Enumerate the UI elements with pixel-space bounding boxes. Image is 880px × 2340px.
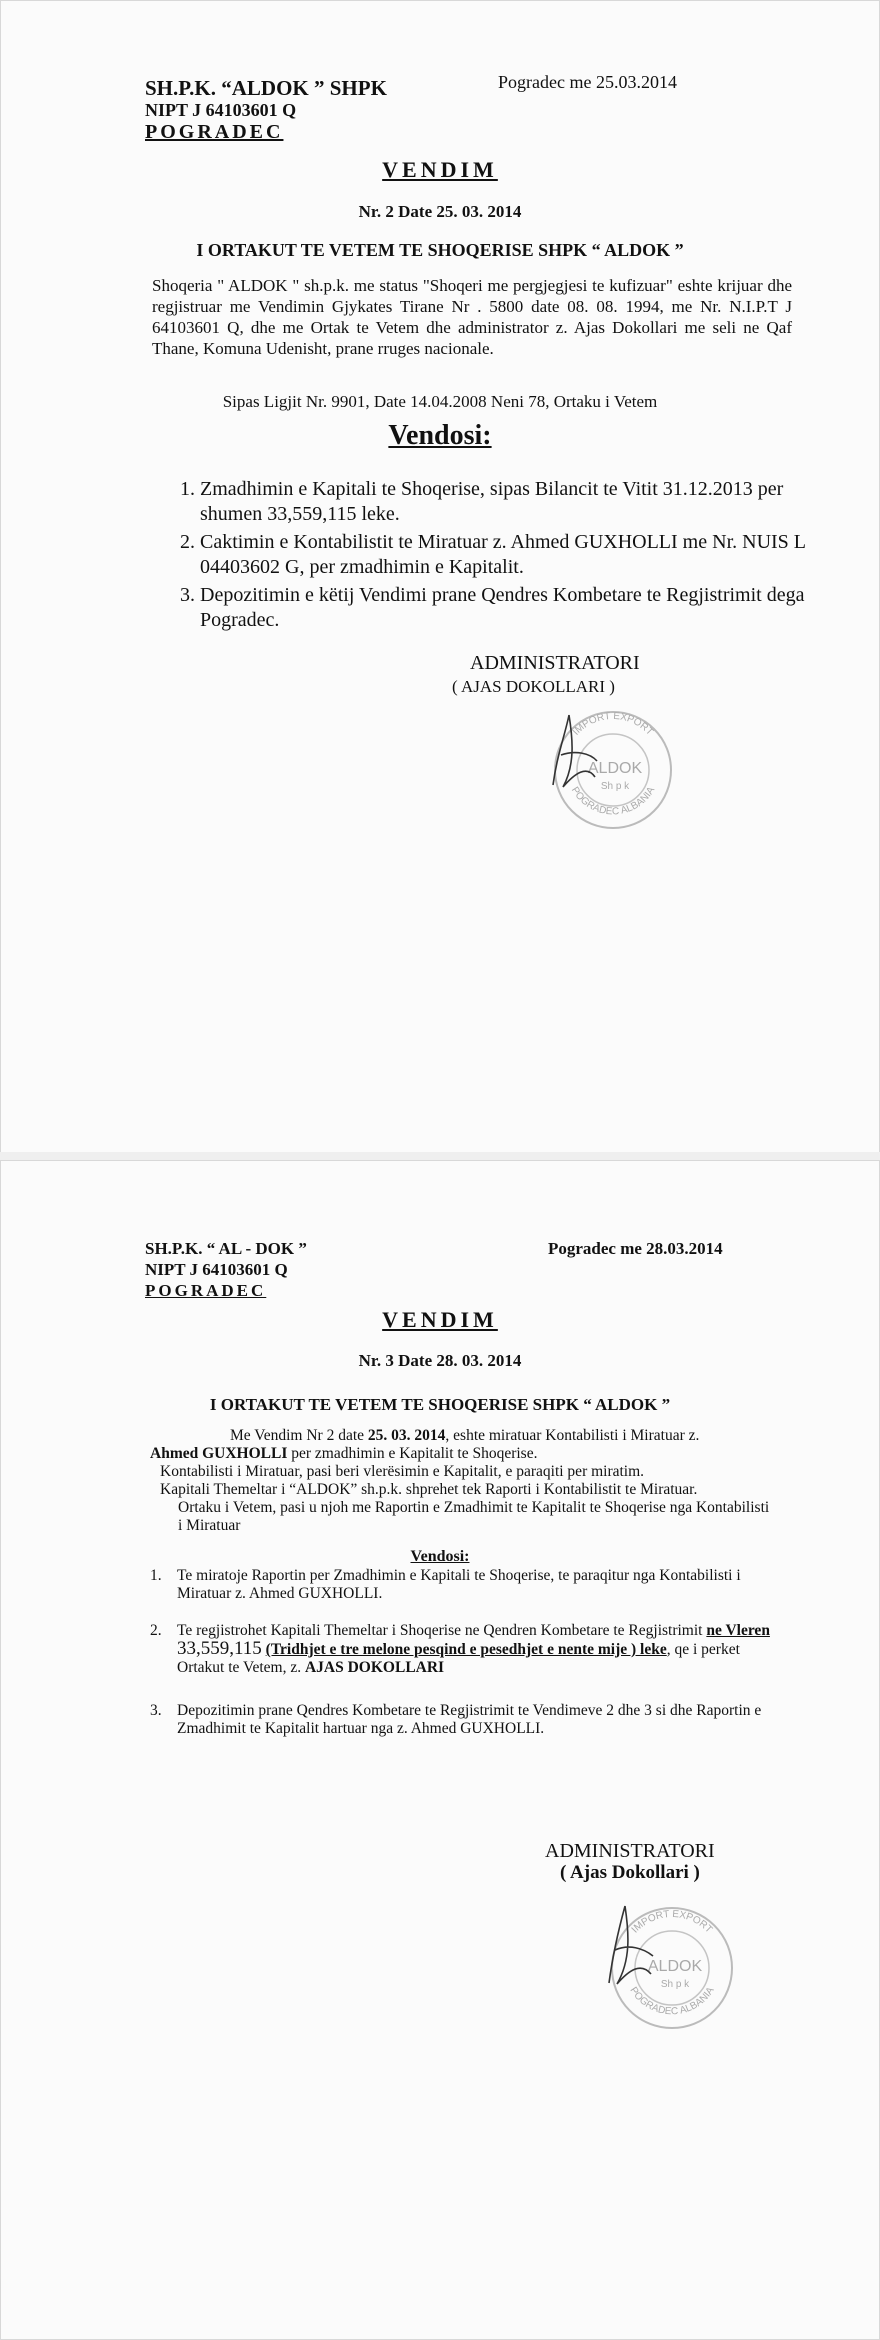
amount-in-words: (Tridhjet e tre melone pesqind e pesedhjet e nente mije ) leke [265,1641,667,1658]
administrator-title: ADMINISTRATORI [545,1840,715,1862]
company-name: SH.P.K. “ALDOK ” SHPK [145,76,387,100]
document-title: VENDIM [382,1307,498,1332]
decision-intro: Me Vendim Nr 2 date 25. 03. 2014, eshte miratuar Kontabilisti i Miratuar z. Ahmed GUXHOLLI per zmadhimin e Kapitalit te Shoqerise. Kontabilisti i Miratuar, pasi beri vlerësimin e Kapitalit, e paraqiti per miratim. Kapitali Themeltar i “ALDOK” sh.p.k. shprehet tek Raporti i Kontabilistit te Miratuar. Ortaku i Vetem, pasi u njoh me Raportin e Zmadhimit te Kapitalit te Shoqerise nga Kontabilisti i Miratuar [150,1427,770,1534]
decision-number: Nr. 2 Date 25. 03. 2014 [358,202,522,221]
decision-item: 1. Zmadhimin e Kapitali te Shoqerise, sipas Bilancit te Vitit 31.12.2013 per shumen 33,559,115 leke. [200,477,840,527]
administrator-name: ( Ajas Dokollari ) [560,1862,700,1883]
document-date: Pogradec me 25.03.2014 [498,72,677,92]
decision-subtitle: I ORTAKUT TE VETEM TE SHOQERISE SHPK “ ALDOK ” [196,240,684,260]
decision-item: 3. Depozitimin e këtij Vendimi prane Qendres Kombetare te Regjistrimit dega Pogradec. [200,583,840,633]
accountant-name: Ahmed GUXHOLLI [150,1445,288,1462]
decides-heading: Vendosi: [388,420,492,451]
decision-item: 2. Caktimin e Kontabilistit te Miratuar z. Ahmed GUXHOLLI me Nr. NUIS L 04403602 G, per zmadhimin e Kapitalit. [200,530,840,580]
nipt-number: NIPT J 64103601 Q [145,1260,288,1279]
decision-item: 2. Te regjistrohet Kapitali Themeltar i Shoqerise ne Qendren Kombetare te Regjistrimit ne Vleren 33,559,115 (Tridhjet e tre melone pesqind e pesedhjet e nente mije ) leke, qe i perket Ortakut te Vetem, z. AJAS DOKOLLARI [150,1622,770,1676]
decides-heading: Vendosi: [410,1548,470,1565]
svg-text:ALDOK: ALDOK [647,1958,703,1975]
company-description: Shoqeria " ALDOK " sh.p.k. me status "Shoqeri me pergjegjesi te kufizuar" eshte krijuar dhe regjistruar me Vendimin Gjykates Tirane Nr . 5800 date 08. 08. 1994, me Nr. N.I.P.T J 64103601 Q, dhe me Ortak te Vetem dhe administrator z. Ajas Dokollari me seli ne Qaf Thane, Komuna Udenisht, prane rruges nacionale. [152,276,792,358]
nipt-number: NIPT J 64103601 Q [145,100,297,120]
decision-item: 3. Depozitimin prane Qendres Kombetare te Regjistrimit te Vendimeve 2 dhe 3 si dhe Raportin e Zmadhimit te Kapitalit hartuar nga z. Ahmed GUXHOLLI. [150,1702,762,1737]
svg-text:POGRADEC ALBANIA: POGRADEC ALBANIA [568,785,658,818]
stamp-seal-icon [595,1888,745,2038]
svg-text:Sh p k: Sh p k [600,781,630,792]
reference-date: 25. 03. 2014 [367,1427,446,1444]
company-stamp [595,1888,745,2043]
administrator-title: ADMINISTRATORI [470,652,640,674]
legal-basis: Sipas Ligjit Nr. 9901, Date 14.04.2008 Neni 78, Ortaku i Vetem [222,392,658,411]
document-page-1 [0,0,880,1160]
company-city: POGRADEC [145,1281,267,1300]
document-title: VENDIM [382,157,498,182]
document-date: Pogradec me 28.03.2014 [548,1239,723,1258]
svg-text:IMPORT EXPORT: IMPORT EXPORT [629,1908,715,1936]
capital-amount: 33,559,115 [177,1638,262,1659]
company-stamp [535,695,685,840]
decision-number: Nr. 3 Date 28. 03. 2014 [358,1351,522,1370]
svg-text:POGRADEC ALBANIA: POGRADEC ALBANIA [627,1985,717,2018]
decision-item: 1. Te miratoje Raportin per Zmadhimin e Kapitali te Shoqerise, te paraqitur nga Kontabilisti i Miratuar z. Ahmed GUXHOLLI. [150,1567,741,1602]
administrator-name: ( AJAS DOKOLLARI ) [452,677,615,696]
decision-items [160,477,840,636]
svg-text:ALDOK: ALDOK [587,760,643,777]
svg-text:IMPORT EXPORT: IMPORT EXPORT [570,710,656,738]
company-city: POGRADEC [145,121,284,143]
svg-text:Sh p k: Sh p k [660,1979,690,1990]
stamp-seal-icon [535,695,685,835]
company-name: SH.P.K. “ AL - DOK ” [145,1239,307,1258]
decision-subtitle: I ORTAKUT TE VETEM TE SHOQERISE SHPK “ ALDOK ” [209,1395,671,1414]
document-page-2 [0,1160,880,2340]
